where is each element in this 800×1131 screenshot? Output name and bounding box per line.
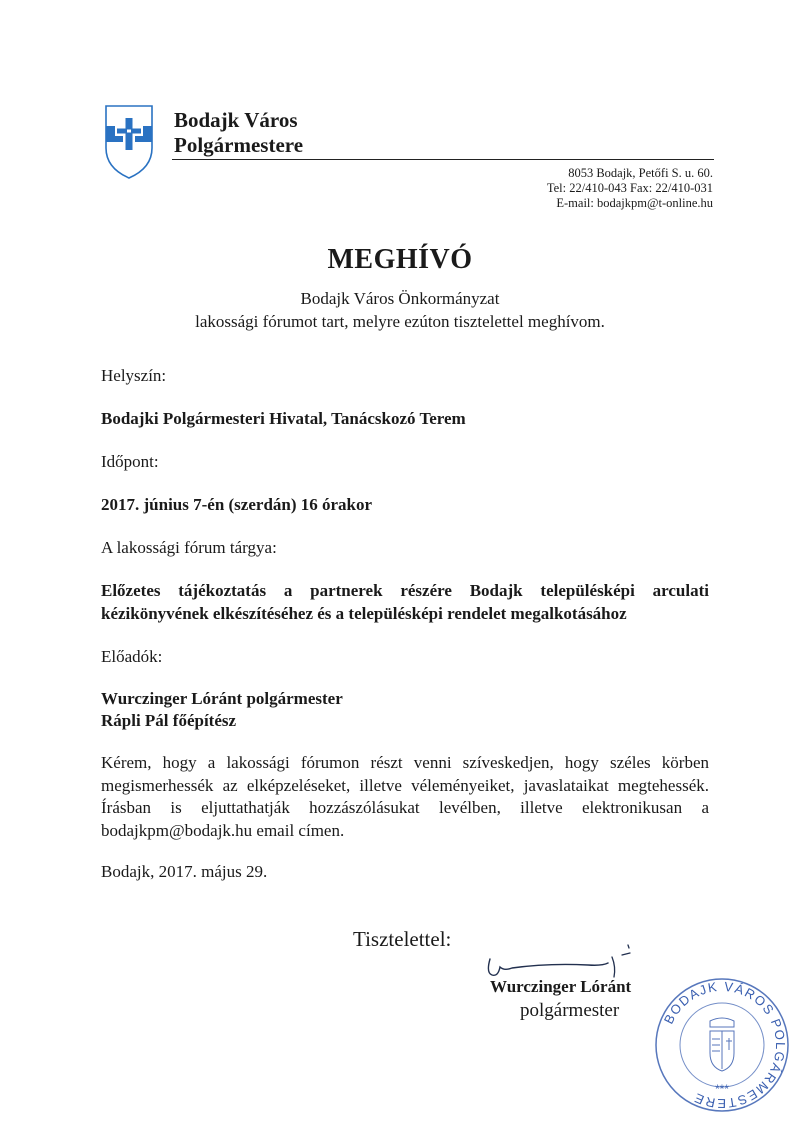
org-name: Bodajk Város xyxy=(174,108,298,132)
speaker-mayor: Wurczinger Lóránt polgármester xyxy=(101,689,343,708)
signer-name: Wurczinger Lóránt xyxy=(490,977,632,996)
document-title: MEGHÍVÓ xyxy=(327,244,473,275)
municipal-coat-of-arms-logo xyxy=(104,104,154,180)
place-date: Bodajk, 2017. május 29. xyxy=(101,862,268,881)
postal-address: 8053 Bodajk, Petőfi S. u. 60. xyxy=(568,166,713,180)
closing-greeting: Tisztelettel: xyxy=(353,927,452,951)
time-value: 2017. június 7-én (szerdán) 16 órakor xyxy=(101,495,373,514)
phone-fax: Tel: 22/410-043 Fax: 22/410-031 xyxy=(546,181,713,195)
speaker-architect: Rápli Pál főépítész xyxy=(101,711,237,730)
time-label: Időpont: xyxy=(101,452,159,471)
speakers-label: Előadók: xyxy=(101,647,163,666)
location-label: Helyszín: xyxy=(101,366,167,385)
topic-value: Előzetes tájékoztatás a partnerek részére Bodajk településképi arculati kézikönyvének elkészítéséhez és a településképi rendelet megalkotásához xyxy=(101,581,709,623)
stamp-text: BODAJK VÁROS POLGÁRMESTERE xyxy=(660,978,789,1112)
signer-title: polgármester xyxy=(520,1000,620,1021)
hungarian-crest-icon xyxy=(710,1018,734,1071)
email-address: E-mail: bodajkpm@t-online.hu xyxy=(556,196,713,210)
request-paragraph: Kérem, hogy a lakossági fórumon részt venni szíveskedjen, hogy széles körben megismerhessék az elképzeléseket, illetve véleményeiket, javaslataikat megtehessék. Írásban is eljuttathatják hozzászólásukat levélben, illetve elektronikusan a bodajkpm@bodajk.hu email címen. xyxy=(101,753,709,840)
location-value: Bodajki Polgármesteri Hivatal, Tanácskozó Terem xyxy=(101,409,466,428)
header-divider xyxy=(172,159,714,160)
topic-label: A lakossági fórum tárgya: xyxy=(101,538,277,557)
official-stamp-seal xyxy=(652,975,792,1115)
intro-line-1: Bodajk Város Önkormányzat xyxy=(300,289,500,308)
stamp-stars: *** xyxy=(714,1082,730,1096)
org-title: Polgármestere xyxy=(174,133,304,157)
intro-line-2: lakossági fórumot tart, melyre ezúton tisztelettel meghívom. xyxy=(195,312,605,331)
